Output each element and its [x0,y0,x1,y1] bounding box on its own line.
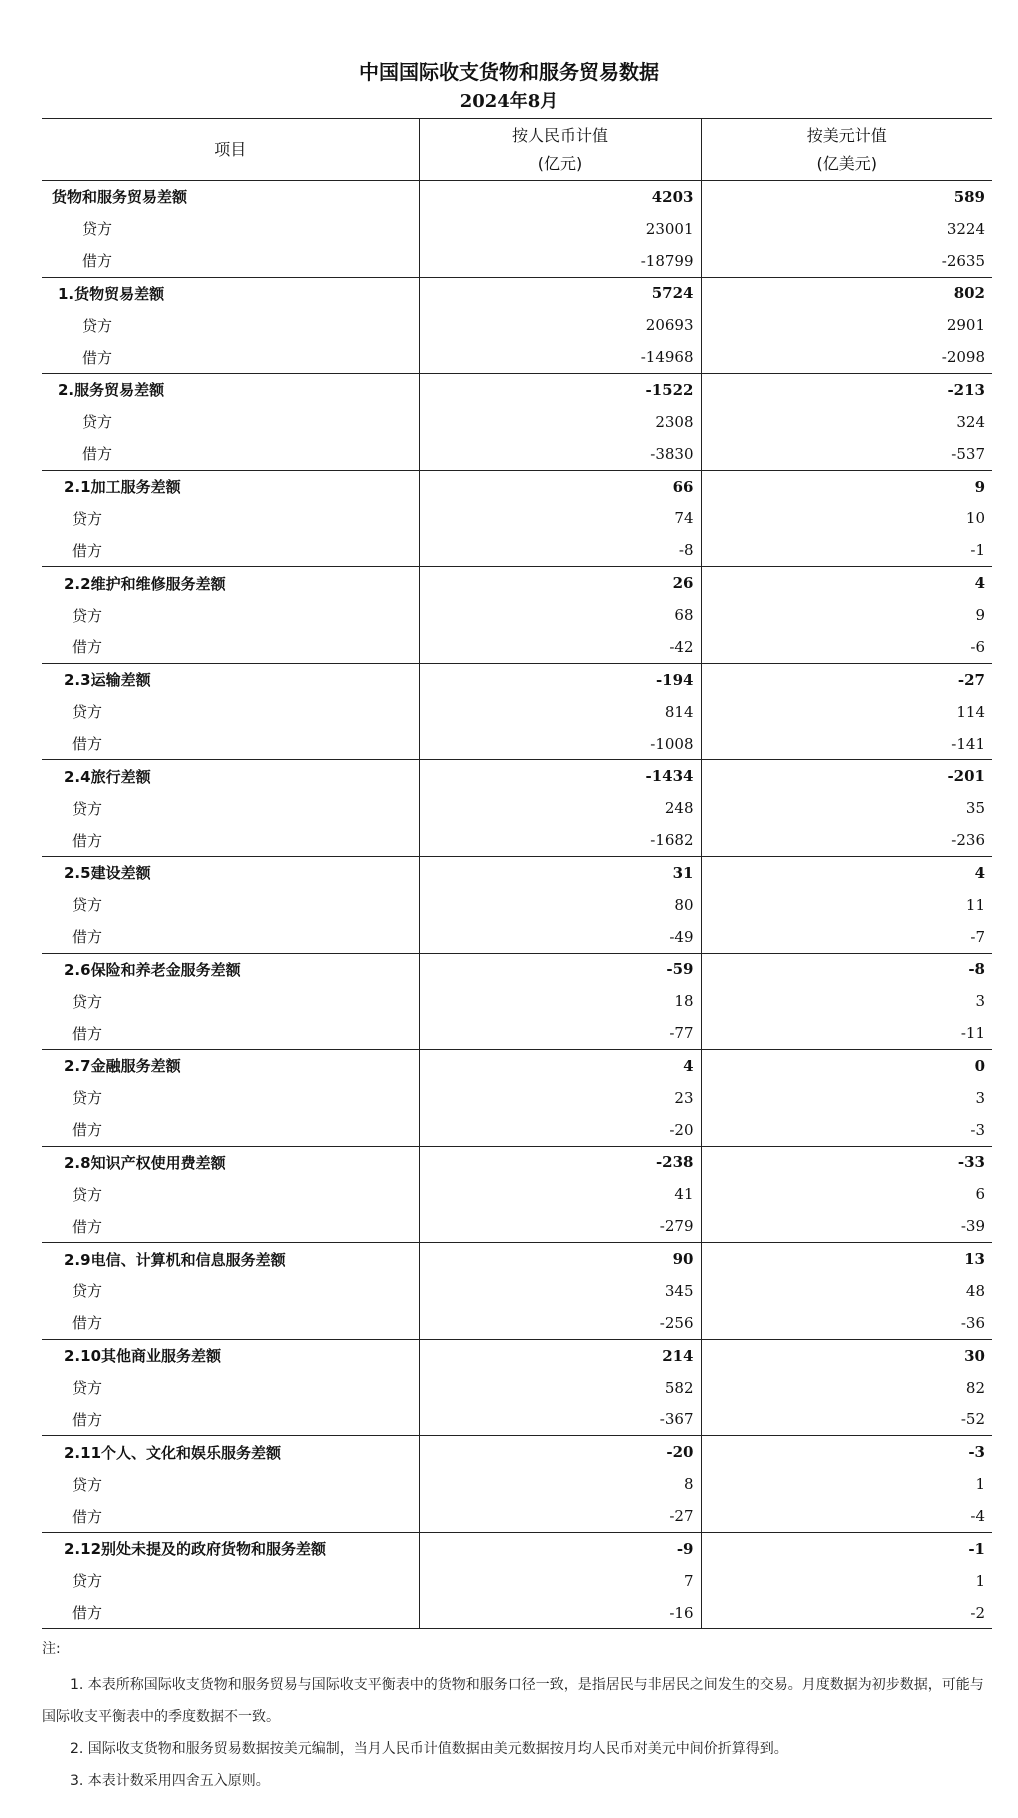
usd-value: 30 [964,1346,985,1365]
table-row-credit-row [42,1275,992,1307]
table-row-balance-row [42,856,992,888]
table-row-debit-row [42,535,992,567]
row-label: 2.12别处未提及的政府货物和服务差额 [42,1532,419,1564]
cny-value: -59 [419,953,701,985]
table-row-debit-row [42,245,992,277]
credit-label: 贷方 [42,889,419,921]
usd-value: 1 [975,1571,985,1590]
header-item [42,119,419,181]
table-row-debit-row [42,824,992,856]
debit-label: 借方 [42,631,419,663]
cny-value: 2308 [419,406,701,438]
usd-value: -2098 [701,341,992,373]
table-row-debit-row [42,1500,992,1532]
usd-value: 802 [953,284,985,303]
usd-value: -4 [701,1500,992,1532]
table-row-balance-row [42,567,992,599]
cny-value: -20 [419,1114,701,1146]
cny-value: 7 [419,1565,701,1597]
cny-value: -3830 [419,438,701,470]
cny-value: 8 [419,1468,701,1500]
cny-value: 4 [419,1050,701,1082]
page-title: 中国国际收支货物和服务贸易数据 [359,60,659,84]
table-row-debit-row [42,1211,992,1243]
debit-label: 借方 [42,1211,419,1243]
row-label: 2.4旅行差额 [42,760,419,792]
cny-value: 26 [419,567,701,599]
usd-value: -2 [701,1597,992,1629]
table-row-debit-row [42,1307,992,1339]
debit-label: 借方 [42,438,419,470]
usd-value: -52 [701,1404,992,1436]
table-row-credit-row [42,696,992,728]
table-row-balance-row [42,1532,992,1564]
cny-value: -194 [419,663,701,695]
credit-label: 贷方 [42,309,419,341]
table-row-credit-row [42,502,992,534]
table-row-credit-row [42,1178,992,1210]
usd-value: -201 [947,767,985,786]
usd-value: -213 [947,380,985,399]
credit-label: 贷方 [42,1275,419,1307]
usd-value: 82 [965,1378,985,1397]
row-label: 2.9电信、计算机和信息服务差额 [42,1243,419,1275]
usd-value: 4 [974,574,985,593]
cny-value: -279 [419,1211,701,1243]
debit-label: 借方 [42,1114,419,1146]
cny-value: 4203 [419,181,701,213]
table-row-credit-row [42,792,992,824]
usd-value: 10 [965,509,985,528]
credit-label: 贷方 [42,599,419,631]
credit-label: 贷方 [42,1082,419,1114]
credit-label: 贷方 [42,1371,419,1403]
usd-value: 3 [975,992,985,1011]
cny-value: -14968 [419,341,701,373]
header-cny-label: 按人民币计值 [511,125,608,145]
usd-value: -11 [701,1017,992,1049]
row-label: 2.11个人、文化和娱乐服务差额 [42,1436,419,1468]
credit-label: 贷方 [42,1178,419,1210]
row-label: 2.5建设差额 [42,856,419,888]
table-row-credit-row [42,1082,992,1114]
usd-value: 9 [974,477,985,496]
cny-value: -16 [419,1597,701,1629]
credit-label: 贷方 [42,696,419,728]
debit-label: 借方 [42,1500,419,1532]
header-item-label: 项目 [214,139,247,159]
table-row-credit-row [42,309,992,341]
debit-label: 借方 [42,728,419,760]
usd-value: -1 [701,535,992,567]
usd-value: 4 [974,863,985,882]
cny-value: -1434 [419,760,701,792]
table-row-balance-row [42,760,992,792]
table-row-debit-row [42,921,992,953]
table-row-credit-row [42,1565,992,1597]
debit-label: 借方 [42,1404,419,1436]
cny-value: 20693 [419,309,701,341]
table-row-balance-row [42,1243,992,1275]
cny-value: -256 [419,1307,701,1339]
cny-value: -367 [419,1404,701,1436]
table-row-credit-row [42,1371,992,1403]
debit-label: 借方 [42,535,419,567]
usd-value: 114 [956,702,985,721]
row-label: 2.2维护和维修服务差额 [42,567,419,599]
notes-heading: 注: [42,1641,61,1657]
note-item-2: 2. 国际收支货物和服务贸易数据按美元编制，当月人民币计值数据由美元数据按月均人民币对美元中间价折算得到。 [70,1741,788,1757]
row-label: 2.1加工服务差额 [42,470,419,502]
header-usd-unit: (亿美元) [816,153,877,173]
credit-label: 贷方 [42,792,419,824]
row-label: 2.7金融服务差额 [42,1050,419,1082]
table-row-balance-row [42,470,992,502]
table-row-balance-row [42,953,992,985]
header-cny-unit: (亿元) [537,153,583,173]
cny-value: 68 [419,599,701,631]
cny-value: -1522 [419,374,701,406]
cny-value: -77 [419,1017,701,1049]
table-row-credit-row [42,889,992,921]
cny-value: 31 [419,856,701,888]
usd-value: 1 [975,1475,985,1494]
usd-value: -236 [701,824,992,856]
cny-value: 345 [419,1275,701,1307]
usd-value: 0 [974,1056,985,1075]
debit-label: 借方 [42,824,419,856]
usd-value: -39 [701,1211,992,1243]
row-label: 2.6保险和养老金服务差额 [42,953,419,985]
usd-value: -3 [701,1114,992,1146]
cny-value: 582 [419,1371,701,1403]
trade-data-table [42,118,992,1629]
table-row-debit-row [42,1597,992,1629]
page-subtitle: 2024年8月 [459,91,559,112]
usd-value: 6 [975,1185,985,1204]
cny-value: 18 [419,985,701,1017]
table-row-balance-row [42,1146,992,1178]
cny-value: -238 [419,1146,701,1178]
usd-value: 589 [953,187,985,206]
table-row-balance-row [42,1339,992,1371]
debit-label: 借方 [42,341,419,373]
row-label: 2.8知识产权使用费差额 [42,1146,419,1178]
cny-value: -1008 [419,728,701,760]
cny-value: 23001 [419,213,701,245]
usd-value: -2635 [701,245,992,277]
usd-value: -6 [701,631,992,663]
table-row-balance-row [42,1436,992,1468]
usd-value: 35 [965,799,985,818]
table-row-debit-row [42,1017,992,1049]
header-usd-label: 按美元计值 [806,125,887,145]
note-item-3: 3. 本表计数采用四舍五入原则。 [70,1773,270,1789]
usd-value: 3 [975,1088,985,1107]
table-row-debit-row [42,631,992,663]
table-row-credit-row [42,599,992,631]
header-cny [419,119,701,181]
row-label: 货物和服务贸易差额 [42,181,419,213]
cny-value: 74 [419,502,701,534]
credit-label: 贷方 [42,406,419,438]
table-row-credit-row [42,1468,992,1500]
usd-value: -141 [701,728,992,760]
credit-label: 贷方 [42,1468,419,1500]
row-label: 1.货物贸易差额 [42,277,419,309]
usd-value: -36 [701,1307,992,1339]
cny-value: 23 [419,1082,701,1114]
debit-label: 借方 [42,1597,419,1629]
cny-value: -8 [419,535,701,567]
table-row-debit-row [42,728,992,760]
cny-value: 80 [419,889,701,921]
table-row-credit-row [42,985,992,1017]
cny-value: 248 [419,792,701,824]
cny-value: -27 [419,1500,701,1532]
table-header-row [42,119,992,181]
table-row-debit-row [42,341,992,373]
table-row-debit-row [42,1114,992,1146]
row-label: 2.10其他商业服务差额 [42,1339,419,1371]
usd-value: 2901 [946,316,985,335]
cny-value: -20 [419,1436,701,1468]
table-row-balance-row [42,374,992,406]
cny-value: 214 [419,1339,701,1371]
cny-value: -49 [419,921,701,953]
table-row-credit-row [42,406,992,438]
usd-value: -8 [968,960,985,979]
row-label: 2.服务贸易差额 [42,374,419,406]
debit-label: 借方 [42,245,419,277]
usd-value: -537 [701,438,992,470]
credit-label: 贷方 [42,502,419,534]
usd-value: -7 [701,921,992,953]
usd-value: 3224 [946,219,985,238]
usd-value: -3 [968,1443,985,1462]
table-row-balance-row [42,181,992,213]
credit-label: 贷方 [42,1565,419,1597]
row-label: 2.3运输差额 [42,663,419,695]
note-item-1: 1. 本表所称国际收支货物和服务贸易与国际收支平衡表中的货物和服务口径一致，是指居民与非居民之间发生的交易。月度数据为初步数据，可能与国际收支平衡表中的季度数据不一致。 [42,1677,984,1725]
table-row-balance-row [42,277,992,309]
table-row-credit-row [42,213,992,245]
debit-label: 借方 [42,1017,419,1049]
usd-value: 13 [964,1250,985,1269]
usd-value: 48 [965,1281,985,1300]
cny-value: -1682 [419,824,701,856]
usd-value: 11 [965,895,985,914]
credit-label: 贷方 [42,213,419,245]
cny-value: 66 [419,470,701,502]
credit-label: 贷方 [42,985,419,1017]
usd-value: 9 [975,606,985,625]
usd-value: 324 [956,412,985,431]
cny-value: 5724 [419,277,701,309]
usd-value: -27 [957,670,985,689]
cny-value: -42 [419,631,701,663]
table-row-balance-row [42,663,992,695]
table-row-balance-row [42,1050,992,1082]
cny-value: 814 [419,696,701,728]
usd-value: -1 [968,1539,985,1558]
debit-label: 借方 [42,1307,419,1339]
cny-value: -18799 [419,245,701,277]
usd-value: -33 [957,1153,985,1172]
cny-value: 90 [419,1243,701,1275]
table-body [42,181,992,1629]
debit-label: 借方 [42,921,419,953]
header-usd [701,119,992,181]
table-row-debit-row [42,438,992,470]
cny-value: 41 [419,1178,701,1210]
cny-value: -9 [419,1532,701,1564]
table-row-debit-row [42,1404,992,1436]
notes-section [42,1637,992,1797]
